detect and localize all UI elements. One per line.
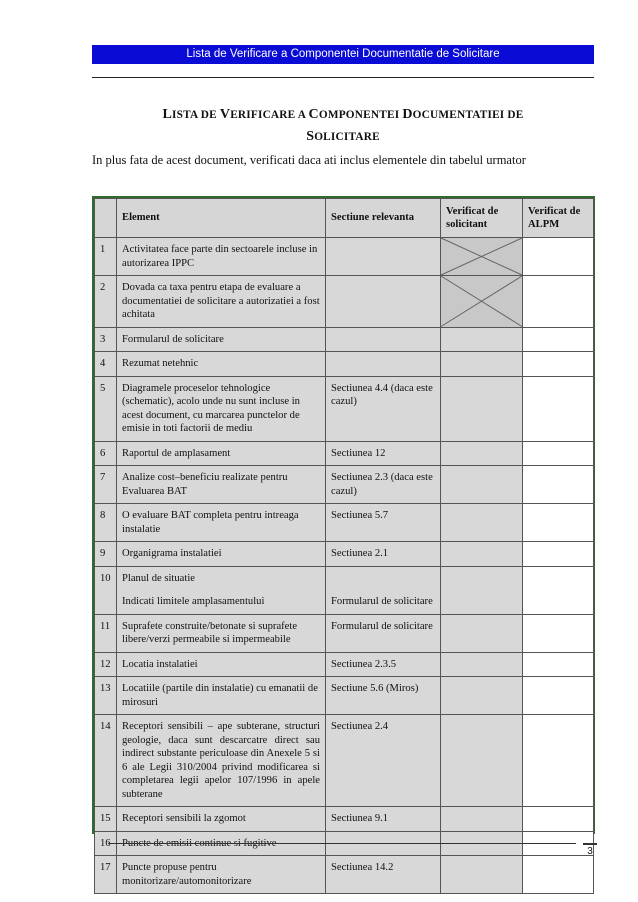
row-section bbox=[326, 566, 441, 614]
row-number: 11 bbox=[95, 614, 117, 652]
row-element bbox=[117, 566, 326, 614]
verified-applicant-cell[interactable] bbox=[441, 715, 523, 807]
verified-alpm-cell[interactable] bbox=[523, 276, 594, 328]
intro-paragraph: In plus fata de acest document, verificati daca ati inclus elementele din tabelul urmator bbox=[92, 153, 526, 167]
header-verified-alpm: Verificat de ALPM bbox=[523, 199, 594, 238]
row-section: Sectiunea 5.7 bbox=[326, 504, 441, 542]
row-number: 5 bbox=[95, 376, 117, 441]
row-element: Puncte propuse pentru monitorizare/automonitorizare bbox=[117, 856, 326, 894]
row-section: Formularul de solicitare bbox=[326, 614, 441, 652]
title-word: VERIFICARE A bbox=[219, 107, 309, 122]
row-section bbox=[326, 238, 441, 276]
verified-applicant-cell bbox=[441, 238, 523, 276]
verified-applicant-cell[interactable] bbox=[441, 856, 523, 894]
row-number: 3 bbox=[95, 327, 117, 352]
row-element: Receptori sensibili – ape subterane, structuri geologie, daca sunt descarcatre direct sau indirect substante periculoase din Anexele 5 si 6 ale Legii 310/2004 privind modificarea si completarea legii apelor 107/1996 in apele subterane bbox=[117, 715, 326, 807]
table-row bbox=[95, 466, 594, 504]
verified-applicant-cell[interactable] bbox=[441, 466, 523, 504]
verified-alpm-cell[interactable] bbox=[523, 504, 594, 542]
header-verified-applicant: Verificat de solicitant bbox=[441, 199, 523, 238]
verified-alpm-cell[interactable] bbox=[523, 677, 594, 715]
row-number: 10 bbox=[95, 566, 117, 614]
table-row bbox=[95, 614, 594, 652]
row-element: Activitatea face parte din sectoarele incluse in autorizarea IPPC bbox=[117, 238, 326, 276]
table-row bbox=[95, 327, 594, 352]
verified-applicant-cell[interactable] bbox=[441, 652, 523, 677]
table-row bbox=[95, 376, 594, 441]
verified-applicant-cell[interactable] bbox=[441, 807, 523, 832]
verified-applicant-cell[interactable] bbox=[441, 677, 523, 715]
row-element: Locatia instalatiei bbox=[117, 652, 326, 677]
table-row bbox=[95, 276, 594, 328]
row-number: 1 bbox=[95, 238, 117, 276]
header-divider bbox=[92, 77, 594, 78]
row-section: Sectiunea 2.4 bbox=[326, 715, 441, 807]
row-number: 15 bbox=[95, 807, 117, 832]
cross-out-icon bbox=[441, 276, 522, 327]
verified-alpm-cell[interactable] bbox=[523, 652, 594, 677]
row-element: Formularul de solicitare bbox=[117, 327, 326, 352]
row-element: O evaluare BAT completa pentru intreaga instalatie bbox=[117, 504, 326, 542]
row-section: Sectiunea 2.3.5 bbox=[326, 652, 441, 677]
row-section: Sectiune 5.6 (Miros) bbox=[326, 677, 441, 715]
row-section: Sectiunea 14.2 bbox=[326, 856, 441, 894]
row-number: 7 bbox=[95, 466, 117, 504]
table-row bbox=[95, 677, 594, 715]
row-number: 17 bbox=[95, 856, 117, 894]
checklist-table bbox=[94, 198, 594, 894]
row-section bbox=[326, 327, 441, 352]
row-number: 2 bbox=[95, 276, 117, 328]
table-row bbox=[95, 652, 594, 677]
verified-applicant-cell[interactable] bbox=[441, 441, 523, 466]
row-section: Sectiunea 2.3 (daca este cazul) bbox=[326, 466, 441, 504]
table-row bbox=[95, 715, 594, 807]
verified-applicant-cell[interactable] bbox=[441, 327, 523, 352]
verified-alpm-cell[interactable] bbox=[523, 614, 594, 652]
row-element: Raportul de amplasament bbox=[117, 441, 326, 466]
verified-alpm-cell[interactable] bbox=[523, 441, 594, 466]
row-section: Sectiunea 4.4 (daca este cazul) bbox=[326, 376, 441, 441]
row-element: Puncte de emisii continue si fugitive bbox=[117, 831, 326, 856]
page-number: 3 bbox=[583, 843, 597, 857]
row-element: Analize cost–beneficiu realizate pentru Evaluarea BAT bbox=[117, 466, 326, 504]
row-number: 9 bbox=[95, 542, 117, 567]
table-header-row bbox=[95, 199, 594, 238]
row-element: Locatiile (partile din instalatie) cu emanatii de mirosuri bbox=[117, 677, 326, 715]
row-element: Rezumat netehnic bbox=[117, 352, 326, 377]
verified-applicant-cell[interactable] bbox=[441, 352, 523, 377]
title-line-1 bbox=[92, 104, 594, 126]
checklist-table-frame bbox=[92, 196, 595, 887]
verified-applicant-cell[interactable] bbox=[441, 614, 523, 652]
title-line-2 bbox=[92, 126, 594, 148]
row-section: Sectiunea 9.1 bbox=[326, 807, 441, 832]
verified-alpm-cell[interactable] bbox=[523, 715, 594, 807]
verified-alpm-cell[interactable] bbox=[523, 856, 594, 894]
verified-applicant-cell[interactable] bbox=[441, 504, 523, 542]
verified-alpm-cell[interactable] bbox=[523, 542, 594, 567]
title-word: SOLICITARE bbox=[306, 129, 380, 144]
row-element: Suprafete construite/betonate si suprafete libere/verzi permeabile si impermeabile bbox=[117, 614, 326, 652]
row-section: Sectiunea 2.1 bbox=[326, 542, 441, 567]
verified-alpm-cell[interactable] bbox=[523, 238, 594, 276]
document-title bbox=[92, 104, 594, 148]
row-number: 8 bbox=[95, 504, 117, 542]
verified-applicant-cell[interactable] bbox=[441, 542, 523, 567]
row-number: 16 bbox=[95, 831, 117, 856]
table-row bbox=[95, 441, 594, 466]
row-section: Sectiunea 12 bbox=[326, 441, 441, 466]
page-header-band bbox=[92, 45, 594, 64]
table-row bbox=[95, 807, 594, 832]
table-row bbox=[95, 352, 594, 377]
row-section-text: Formularul de solicitare bbox=[331, 595, 433, 607]
verified-alpm-cell[interactable] bbox=[523, 807, 594, 832]
row-number: 12 bbox=[95, 652, 117, 677]
row-number: 6 bbox=[95, 441, 117, 466]
verified-alpm-cell[interactable] bbox=[523, 376, 594, 441]
table-row bbox=[95, 856, 594, 894]
title-word: LISTA DE bbox=[162, 107, 220, 122]
row-element-text: Planul de situatie bbox=[122, 572, 195, 584]
verified-applicant-cell bbox=[441, 276, 523, 328]
table-row bbox=[95, 566, 594, 614]
row-element: Diagramele proceselor tehnologice (schematic), acolo unde nu sunt incluse in acest document, cu marcarea punctelor de emisie in toti factorii de mediu bbox=[117, 376, 326, 441]
table-row bbox=[95, 238, 594, 276]
verified-alpm-cell[interactable] bbox=[523, 327, 594, 352]
cross-out-icon bbox=[441, 238, 522, 275]
title-word: DOCUMENTATIEI DE bbox=[402, 107, 524, 122]
row-section bbox=[326, 276, 441, 328]
title-word: COMPONENTEI bbox=[308, 107, 403, 122]
row-element: Receptori sensibili la zgomot bbox=[117, 807, 326, 832]
row-number: 13 bbox=[95, 677, 117, 715]
row-number: 14 bbox=[95, 715, 117, 807]
table-row bbox=[95, 542, 594, 567]
row-number: 4 bbox=[95, 352, 117, 377]
header-num bbox=[95, 199, 117, 238]
verified-applicant-cell[interactable] bbox=[441, 566, 523, 614]
row-element: Organigrama instalatiei bbox=[117, 542, 326, 567]
table-row bbox=[95, 504, 594, 542]
verified-alpm-cell[interactable] bbox=[523, 566, 594, 614]
verified-alpm-cell[interactable] bbox=[523, 466, 594, 504]
verified-alpm-cell[interactable] bbox=[523, 352, 594, 377]
verified-applicant-cell[interactable] bbox=[441, 376, 523, 441]
row-element: Dovada ca taxa pentru etapa de evaluare a documentatiei de solicitare a autorizatiei a fost achitata bbox=[117, 276, 326, 328]
footer-divider bbox=[108, 843, 576, 844]
row-section bbox=[326, 352, 441, 377]
row-element-subtext: Indicati limitele amplasamentului bbox=[122, 596, 265, 607]
page-header-title: Lista de Verificare a Componentei Documentatie de Solicitare bbox=[186, 48, 500, 60]
header-element: Element bbox=[117, 199, 326, 238]
header-section: Sectiune relevanta bbox=[326, 199, 441, 238]
table-body bbox=[95, 238, 594, 894]
